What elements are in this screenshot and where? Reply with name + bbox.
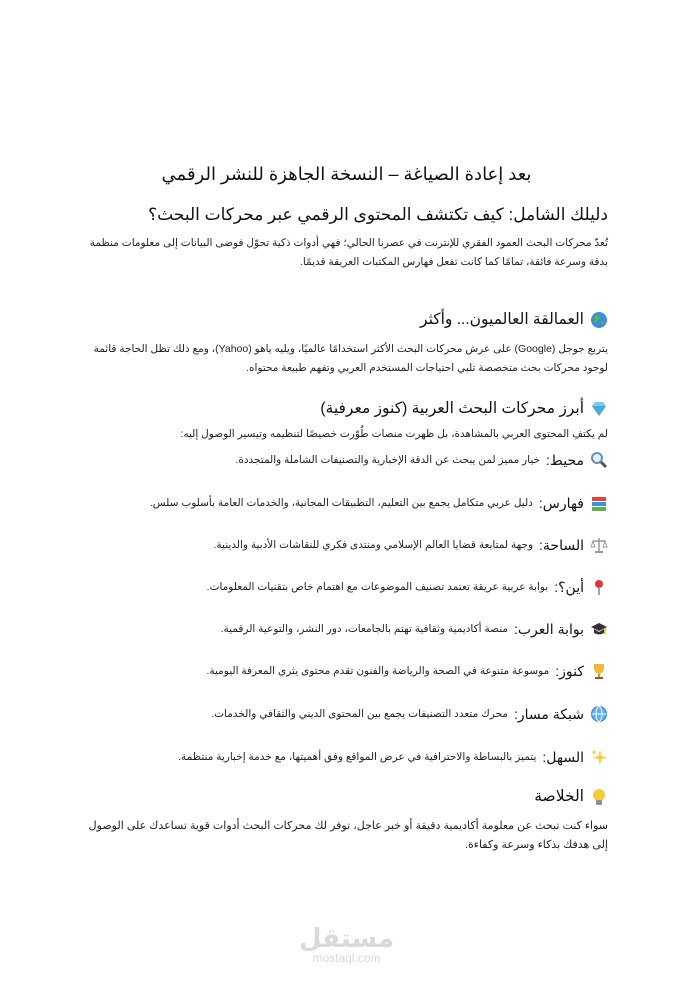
engine-list-item [85,662,608,680]
engine-list-item [85,620,608,638]
watermark-domain: mostaql.com [312,951,381,965]
section-arabic-engines-intro: لم يكتفِ المحتوى العربي بالمشاهدة، بل ظهرت منصات طُوّرت خصيصًا لتنظيمه وتيسير الوصول إليه: [180,428,608,440]
conclusion-text: سواء كنت تبحث عن معلومة أكاديمية دقيقة أو خبر عاجل، توفر لك محركات البحث أدوات قوية تساعدك على الوصول إلى هدفك بذكاء وسرعة وكفاءة. [88,820,608,851]
engine-description: منصة أكاديمية وثقافية تهتم بالجامعات، دور النشر، والتوعية الرقمية. [220,623,508,635]
engine-name: بوابة العرب: [513,620,584,637]
document-title: بعد إعادة الصياغة – النسخة الجاهزة للنشر الرقمي [161,164,532,184]
lightbulb-icon [590,788,608,806]
intro-paragraph: تُعدّ محركات البحث العمود الفقري للإنترنت في عصرنا الحالي؛ فهي أدوات ذكية تحوّل فوضى البيانات إلى معلومات منظمة بدقة وسرعة فائقة، تمامًا كما كانت تفعل فهارس المكتبات العريقة قديمًا. [89,237,608,268]
engine-description: محرك متعدد التصنيفات يجمع بين المحتوى الديني والثقافي والخدمات. [211,708,508,720]
mostaql-watermark [0,925,693,965]
globe-icon [590,311,608,329]
engine-description: يتميز بالبساطة والاحترافية في عرض المواقع وفق أهميتها، مع خدمة إخبارية منتظمة. [178,751,537,763]
watermark-logo-text: مستقل [298,923,395,953]
books-icon [590,494,608,512]
section-heading-text: أبرز محركات البحث العربية (كنوز معرفية) [320,400,584,417]
engine-list-item [85,494,608,512]
engine-description: موسوعة متنوعة في الصحة والرياضة والفنون تقدم محتوى يثري المعرفة اليومية. [206,665,550,677]
graduation-cap-icon [590,620,608,638]
engine-list-item [85,578,608,596]
engine-description: بوابة عربية عريقة تعتمد تصنيف الموضوعات مع اهتمام خاص بتقنيات المعلومات. [206,581,549,593]
magnifier-icon [590,451,608,469]
network-globe-icon [590,705,608,723]
sparkles-icon [590,748,608,766]
engine-name: السهل: [542,748,584,765]
engine-name: شبكة مسار: [514,705,584,722]
scales-icon [590,536,608,554]
engine-list-item [85,536,608,554]
engine-list-item [85,451,608,469]
section-global-heading [85,310,608,329]
engine-description: دليل عربي متكامل يجمع بين التعليم، التطبيقات المجانية، والخدمات العامة بأسلوب سلس. [149,497,533,509]
engine-name: الساحة: [539,536,584,553]
pin-icon [590,578,608,596]
section-heading-text: الخلاصة [534,788,584,805]
section-global-text: يتربع جوجل (Google) على عرش محركات البحث الأكثر استخدامًا عالميًا، ويليه ياهو (Yahoo)، ومع ذلك تظل الحاجة قائمة لوجود محركات بحث متخصصة تلبي احتياجات المستخدم العربي وتفهم طبيعة محتواه. [93,343,608,374]
engine-description: خيار مميز لمن يبحث عن الدقة الإخبارية والتصنيفات الشاملة والمتجددة. [235,454,541,466]
engine-description: وجهة لمتابعة قضايا العالم الإسلامي ومنتدى فكري للنقاشات الأدبية والدينية. [213,539,534,551]
engine-list-item [85,748,608,766]
trophy-icon [590,662,608,680]
section-heading-text: العمالقة العالميون... وأكثر [420,311,584,328]
gem-icon [590,400,608,418]
engine-list-item [85,705,608,723]
section-arabic-engines-heading [85,399,608,418]
engine-name: فهارس: [538,494,584,511]
main-heading: دليلك الشامل: كيف تكتشف المحتوى الرقمي عبر محركات البحث؟ [148,205,608,224]
conclusion-heading [85,787,608,806]
engine-name: أين؟: [554,578,584,595]
engine-name: محيط: [546,451,584,468]
engine-name: كنوز: [555,662,584,679]
